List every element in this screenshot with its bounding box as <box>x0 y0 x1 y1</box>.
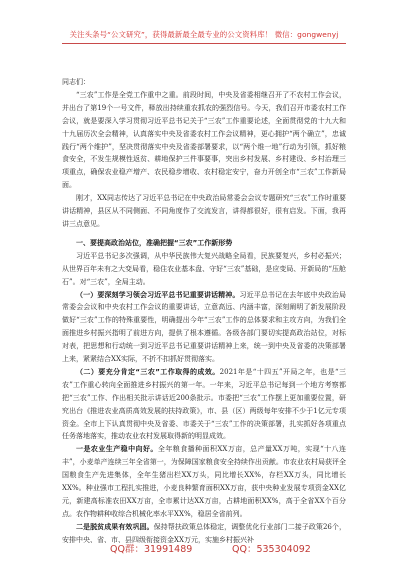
paragraph-subpoint-1 <box>62 443 346 520</box>
paragraph-overview: 刚才，XX同志传达了习近平总书记在中央政治局常委会会议专题研究“三农”工作时重要讲话精神，县区从不同侧面、不同角度作了交流发言，讲得都很好，很有启发。下面，我再讲三点意见。 <box>62 194 346 228</box>
subpoint-2-heading: 二是脱贫成果有效巩固。 <box>76 522 154 531</box>
paragraph-point-2 <box>62 366 346 443</box>
point-1-heading: （一）要深刻学习领会习近平总书记重要讲话精神。 <box>76 290 240 299</box>
paragraph-intro: “三农”工作是全党工作重中之重。前段时间，中央及省委相继召开了不农村工作会议，并出台了第19个一号文件，释放出持续重农抓农的强烈信号。今天，我们召开市委农村工作会议，就是要深入学习贯彻习近平总书记关于“三农”工作重要论述，全面贯彻党的十九大和十九届历次全会精神，认真落实中央及省委农村工作会议精神，更心拥护“两个确立”，忠诚践行“两个维护”，坚决贯彻落实中央及省委部署要求，以“两个维一地”行动为引领，抓好粮食安全，不发生规模性返贫、耕地保护三件事要事，突出乡村发展、乡村建设、乡村治理三项重点，确保农业稳产增产、农民稳步增收、农村稳定安宁，奋力开创全市“三农”工作新局面。 <box>62 90 346 190</box>
qq-contact-number: QQ：535304092 <box>232 544 311 555</box>
salutation: 同志们： <box>62 78 90 86</box>
document-body <box>62 76 346 547</box>
header-divider <box>62 43 346 44</box>
subpoint-2-body: 保持帮扶政策总体稳定，调整优化行业部门二接子政策26个，安排中央、省、市、县四级衔接资金XX万元，实施乡村振兴补 <box>62 522 346 544</box>
subpoint-1-heading: 一是农业生产稳中向好。 <box>76 445 158 454</box>
header-banner <box>0 0 408 52</box>
qq-group-number: QQ群：31991489 <box>110 544 193 555</box>
footer-contact <box>0 541 408 555</box>
paragraph-point-1 <box>62 289 346 366</box>
promo-banner-text: 关注头条号“公文研究”，获得最新最全最专业的公文资料库！ 微信：gongwenyj <box>69 30 339 39</box>
subpoint-1-body: 全年粮食播种面积XX万亩，总产量XX万吨，实现“十八连丰”，小麦单产连续三年全省第一，为保障国家粮食安全持续作出贡献。市农业农村局获评全国粮食生产先进集体，全年生猪出栏XX万头，同比增长XX%，存栏XX万头，同比增长XX%。种业强市工程扎实推进，小麦良种繁育面积XX万亩，获中央种业发展专项资金XX亿元，新建高标准农田XX万亩，全市累计达XX万亩，占耕地面积XX%，高于全省XX个百分点。农作物耕种收综合机械化率水平XX%，稳居全省前列。 <box>62 445 347 518</box>
paragraph-section-1: 习近平总书记多次强调，从中华民族伟大复兴战略全局看，民族要复兴，乡村必振兴；从世界百年未有之大变局看，稳住农业基本盘、守好“三农”基础，是应变局、开新局的“压舱石”。对“三农”，全局主动。 <box>62 251 346 286</box>
point-2-body: 2021年是“十四五”开局之年，也是“三农”工作重心转向全面推进乡村振兴的第一年。一年来，习近平总书记每到一个地方考察都把“三农”工作、作出相关批示讲话近200条批示。市委把“三农”工作摆上更加重要位置，研究出台《推进农业高质高效发展的扶持政策》，市、县（区）两级每年安排不少于1亿元专项资金。全市上下认真贯彻中央及省委、市委关于“三农”工作的决策部署，扎实抓好各项重点任务落地落实，推动农业农村发展取得新的明显成效。 <box>62 367 346 441</box>
point-1-body: 习近平总书记在去年底中央政治局常委会会议和中央农村工作会议的重要讲话，立意高远、内涵丰富，深刻阐明了新发展阶段做好“三农”工作的特殊重要性，明确提出今年“三农”工作的总体要求和主攻方向，为我们全面推进乡村振兴指明了前进方向，提供了根本遵循。各级各部门要切实提高政治站位，对标对表，把思想和行动统一到习近平总书记重要讲话精神上来，统一到中央及省委的决策部署上来，紧紧结合XX实际，不折不扣抓好贯彻落实。 <box>62 290 347 364</box>
point-2-heading: （二）要充分肯定“三农”工作取得的成效。 <box>76 367 220 376</box>
section-heading-1: 一、要提高政治站位，准确把握“三农”工作新形势 <box>76 238 233 247</box>
